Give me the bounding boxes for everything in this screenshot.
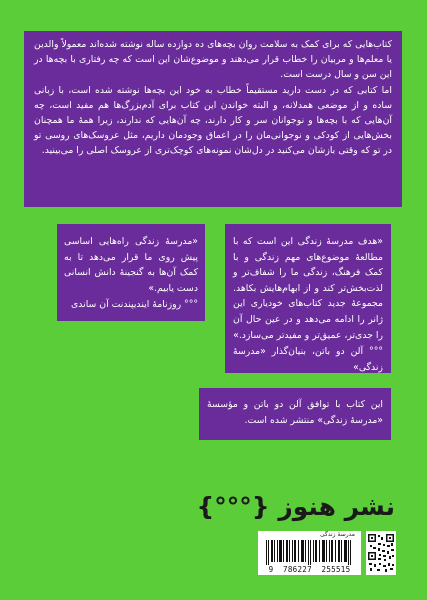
synopsis-paragraph-2: اما کتابی که در دست دارید مستقیماً خطاب به خود این بچه‌ها نوشته شده است، با زبانی ساده و از موضعی همدلانه، و البته خواندن این کتاب برای آدم‌بزرگ‌ها هم مفید است، چه آن‌هایی که با بچه‌ها و نوجوانان سر و کار دارند، چه آن‌هایی که ندارند، زیرا همهٔ ما همچنان بخش‌هایی از کودکی و نوجوانی‌مان را در اعماق وجودمان داریم، مثل عروسک‌های روسی تو در تو که وقتی بازشان می‌کنید در دل‌شان نمونه‌های کوچک‌تری از عروسک اصلی را می‌بینید. xyxy=(34,84,392,157)
synopsis-panel xyxy=(24,31,402,207)
review-quote: «مدرسهٔ زندگی راه‌هایی اساسی پیش روی ما قرار می‌دهد تا به کمک آن‌ها به گنجینهٔ دانش انسانی دست یابیم.» xyxy=(64,236,198,294)
review-source: °°° آلن دو باتن، بنیان‌گذار «مدرسهٔ زندگی» xyxy=(233,346,383,373)
synopsis-paragraph-1: کتاب‌هایی که برای کمک به سلامت روان بچه‌های ده دوازده ساله نوشته شده‌اند معمولاً والدین یا معلم‌ها و مربیان را خطاب قرار می‌دهند و موضوع‌شان این است که چه رفتاری با بچه‌ها در این سن و سال درست است. xyxy=(34,39,392,81)
publisher-logo-mark: {°°°} xyxy=(196,492,270,521)
barcode-label: مدرسهٔ زندگی xyxy=(320,531,355,538)
qr-code xyxy=(366,531,396,575)
publisher-logo xyxy=(196,491,395,523)
review-panel-de-botton xyxy=(225,224,391,373)
barcode-bars xyxy=(263,540,356,565)
license-note-panel xyxy=(199,388,391,440)
review-source: °°° روزنامهٔ ایندیپندنت آن ساندی xyxy=(70,299,198,310)
isbn-barcode xyxy=(258,531,361,575)
review-quote: «هدف مدرسهٔ زندگی این است که با مطالعهٔ موضوع‌های مهم زندگی و با کمک فرهنگ، زندگی ما را شفاف‌تر و لذت‌بخش‌تر کند و از ابهام‌هایش بکاهد. مجموعهٔ جدید کتاب‌های خودیاری این ژانر را ادامه می‌دهد و در عین حال آن را جدی‌تر، عمیق‌تر و مفیدتر می‌سازد.» xyxy=(233,236,383,341)
review-panel-independent xyxy=(57,224,205,321)
license-note: این کتاب با توافق آلن دو باتن و مؤسسهٔ «مدرسهٔ زندگی» منتشر شده است. xyxy=(207,399,383,426)
isbn-number: 9 786227 255515 xyxy=(268,565,351,574)
qr-code-icon xyxy=(366,531,396,575)
publisher-name: نشر هنوز xyxy=(278,492,395,521)
